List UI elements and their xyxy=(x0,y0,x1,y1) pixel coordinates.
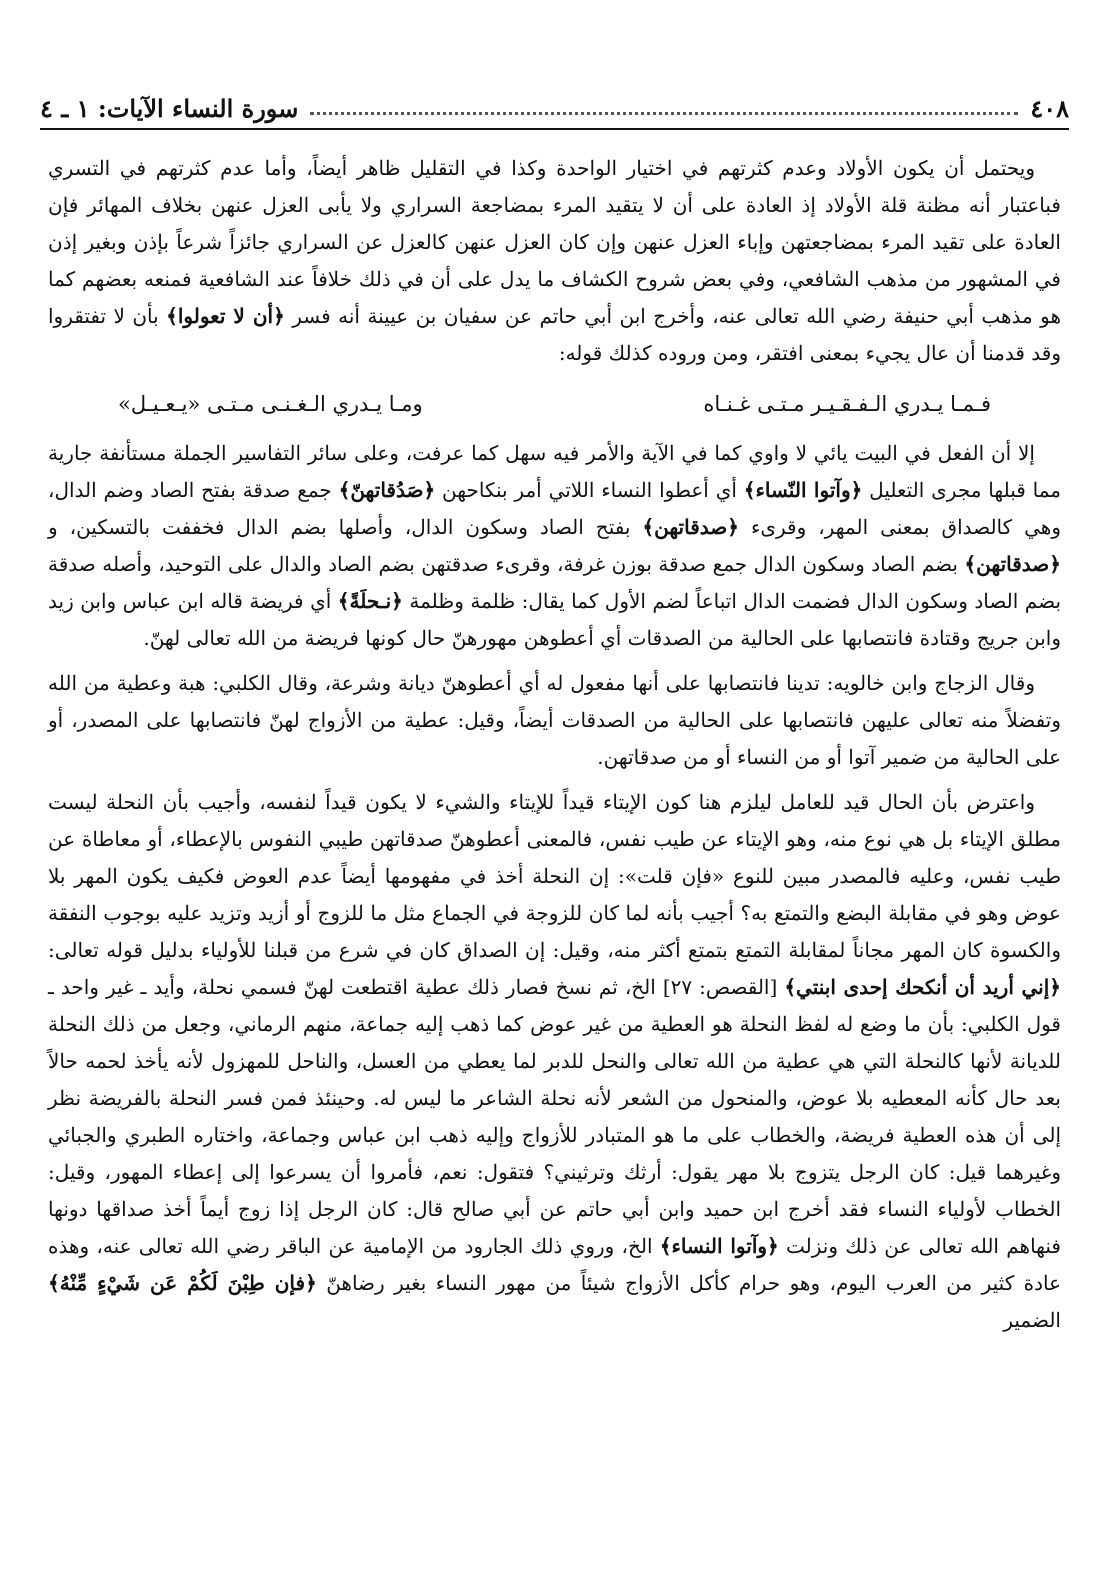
verse-second-hemistich: ومـا يـدري الـغـنـى مـتـى «يـعـيـل» xyxy=(118,392,423,416)
header-title: سورة النساء الآيات: ١ ـ ٤ xyxy=(40,93,299,123)
paragraph-1: ويحتمل أن يكون الأولاد وعدم كثرتهم في اختيار الواحدة وكذا في التقليل ظاهر أيضاً، وأما عدم كثرتهم في التسري فباعتبار أنه مظنة قلة الأولاد إذ العادة على أن لا يتقيد المرء بمضاجعة السراري ولا يأبى العزل عنهن بخلاف المهائر فإن العادة على تقيد المرء بمضاجعتهن وإباء العزل عنهن وإن كان العزل عنهن كالعزل عن السراري جائزاً شرعاً بإذن وبغير إذن في المشهور من مذهب الشافعي، وفي بعض شروح الكشاف ما يدل على أن في ذلك خلافاً عند الشافعية فمنعه بعضهم كما هو مذهب أبي حنيفة رضي الله تعالى عنه، وأخرج ابن أبي حاتم عن سفيان بن عيينة أنه فسر ﴿أن لا تعولوا﴾ بأن لا تفتقروا وقد قدمنا أن عال يجيء بمعنى افتقر، ومن وروده كذلك قوله: xyxy=(48,156,1062,365)
quran-quote: ﴿فإن طِبْنَ لَكُمْ عَن شَيْءٍ مِّنْهُ﴾ xyxy=(48,1271,317,1295)
poetry-verse xyxy=(118,386,991,423)
text-body xyxy=(48,150,1061,1552)
paragraph-4: واعترض بأن الحال قيد للعامل ليلزم هنا كون الإيتاء قيداً للإيتاء والشيء لا يكون قيداً لنفسه، وأجيب بأن النحلة ليست مطلق الإيتاء بل هي نوع منه، وهو الإيتاء عن طيب نفس، فالمعنى أعطوهنّ صدقاتهن طيبي النفوس بالإعطاء، أو معاطاة عن طيب نفس، وعليه فالمصدر مبين للنوع «فإن قلت»: إن النحلة أخذ في مفهومها أيضاً عدم العوض فكيف يكون المهر بلا عوض وهو في مقابلة البضع والتمتع به؟ أجيب بأنه لما كان للزوجة في الجماع مثل ما للزوج أو أزيد وتزيد عليه بوجوب النفقة والكسوة كان المهر مجاناً لمقابلة التمتع بتمتع أكثر منه، وقيل: إن الصداق كان في شرع من قبلنا للأولياء بدليل قوله تعالى: ﴿إني أريد أن أنكحك إحدى ابنتي﴾ [القصص: ٢٧] الخ، ثم نسخ فصار ذلك عطية اقتطعت لهنّ فسمي نحلة، وأيد ـ غير واحد ـ قول الكلبي: بأن ما وضع له لفظ النحلة هو العطية من غير عوض كما ذهب إليه جماعة، منهم الرماني، وجعل من ذلك النحلة للديانة لأنها كالنحلة التي هي عطية من الله تعالى والنحل للدبر لما يعطي من العسل، والناحل للمهزول لأنه يأخذ لحمه حالاً بعد حال كأنه المعطيه بلا عوض، والمنحول من الشعر لأنه نحلة الشاعر ما ليس له. وحينئذ فمن فسر النحلة بالفريضة نظر إلى أن هذه العطية فريضة، والخطاب على ما هو المتبادر للأزواج وإليه ذهب ابن عباس وجماعة، واختاره الطبري والجبائي وغيرهما قيل: كان الرجل يتزوج بلا مهر يقول: أرثك وترثيني؟ فتقول: نعم، فأمروا أن يسرعوا إلى إعطاء المهور، وقيل: الخطاب لأولياء النساء فقد أخرج ابن حميد وابن أبي حاتم عن أبي صالح قال: كان الرجل إذا زوج أيماً أخذ صداقها دونها فنهاهم الله تعالى عن ذلك ونزلت ﴿وآتوا النساء﴾ الخ، وروي ذلك الجارود من الإمامية عن الباقر رضي الله تعالى عنه، وهذه عادة كثير من العرب اليوم، وهو حرام كأكل الأزواج شيئاً من مهور النساء بغير رضاهنّ ﴿فإن طِبْنَ لَكُمْ عَن شَيْءٍ مِّنْهُ﴾ الضمير xyxy=(48,790,1062,1332)
header-dotted-leader xyxy=(310,112,1018,115)
quran-quote: ﴿وآتوا النّساء﴾ xyxy=(743,478,863,502)
quran-quote: ﴿صَدُقاتهنّ﴾ xyxy=(338,478,436,502)
quran-quote: ﴿أن لا تعولوا﴾ xyxy=(166,304,285,328)
quran-quote: ﴿نـحلَةً﴾ xyxy=(337,589,403,613)
page-number: ٤٠٨ xyxy=(1030,93,1069,123)
paragraph-3: وقال الزجاج وابن خالويه: تدينا فانتصابها على أنها مفعول له أي أعطوهنّ ديانة وشرعة، وقال الكلبي: هبة وعطية من الله وتفضلاً منه تعالى عليهن فانتصابها على الحالية من الصدقات أيضاً، وقيل: عطية من الأزواج لهنّ فانتصابها على المصدر، أو على الحالية من ضمير آتوا أو من النساء أو من صدقاتهن. xyxy=(48,671,1061,769)
quran-quote: ﴿صدقاتهن﴾ xyxy=(964,552,1061,576)
paragraph-2: إلا أن الفعل في البيت يائي لا واوي كما في الآية والأمر فيه سهل كما عرفت، وعلى سائر التفاسير الجملة مستأنفة جارية مما قبلها مجرى التعليل ﴿وآتوا النّساء﴾ أي أعطوا النساء اللاتي أمر بنكاحهن ﴿صَدُقاتهنّ﴾ جمع صدقة بفتح الصاد وضم الدال، وهي كالصداق بمعنى المهر، وقرىء ﴿صدقاتهن﴾ بفتح الصاد وسكون الدال، وأصلها بضم الدال فخففت بالتسكين، و ﴿صدقاتهن﴾ بضم الصاد وسكون الدال جمع صدقة بوزن غرفة، وقرىء صدقتهن بضم الصاد والدال على التوحيد، وأصله صدقة بضم الصاد وسكون الدال فضمت الدال اتباعاً لضم الأول كما يقال: ظلمة وظلمة ﴿نـحلَةً﴾ أي فريضة قاله ابن عباس وابن زيد وابن جريج وقتادة فانتصابها على الحالية من الصدقات أي أعطوهن مهورهنّ حال كونها فريضة من الله تعالى لهنّ. xyxy=(48,441,1062,650)
quran-quote: ﴿وآتوا النساء﴾ xyxy=(659,1234,779,1258)
verse-first-hemistich: فـمـا يـدري الـفـقـيـر مـتـى غـنـاه xyxy=(703,392,991,416)
quran-quote: ﴿إني أريد أن أنكحك إحدى ابنتي﴾ xyxy=(784,975,1062,999)
page-header xyxy=(40,88,1069,130)
quran-quote: ﴿صدقاتهن﴾ xyxy=(642,515,739,539)
